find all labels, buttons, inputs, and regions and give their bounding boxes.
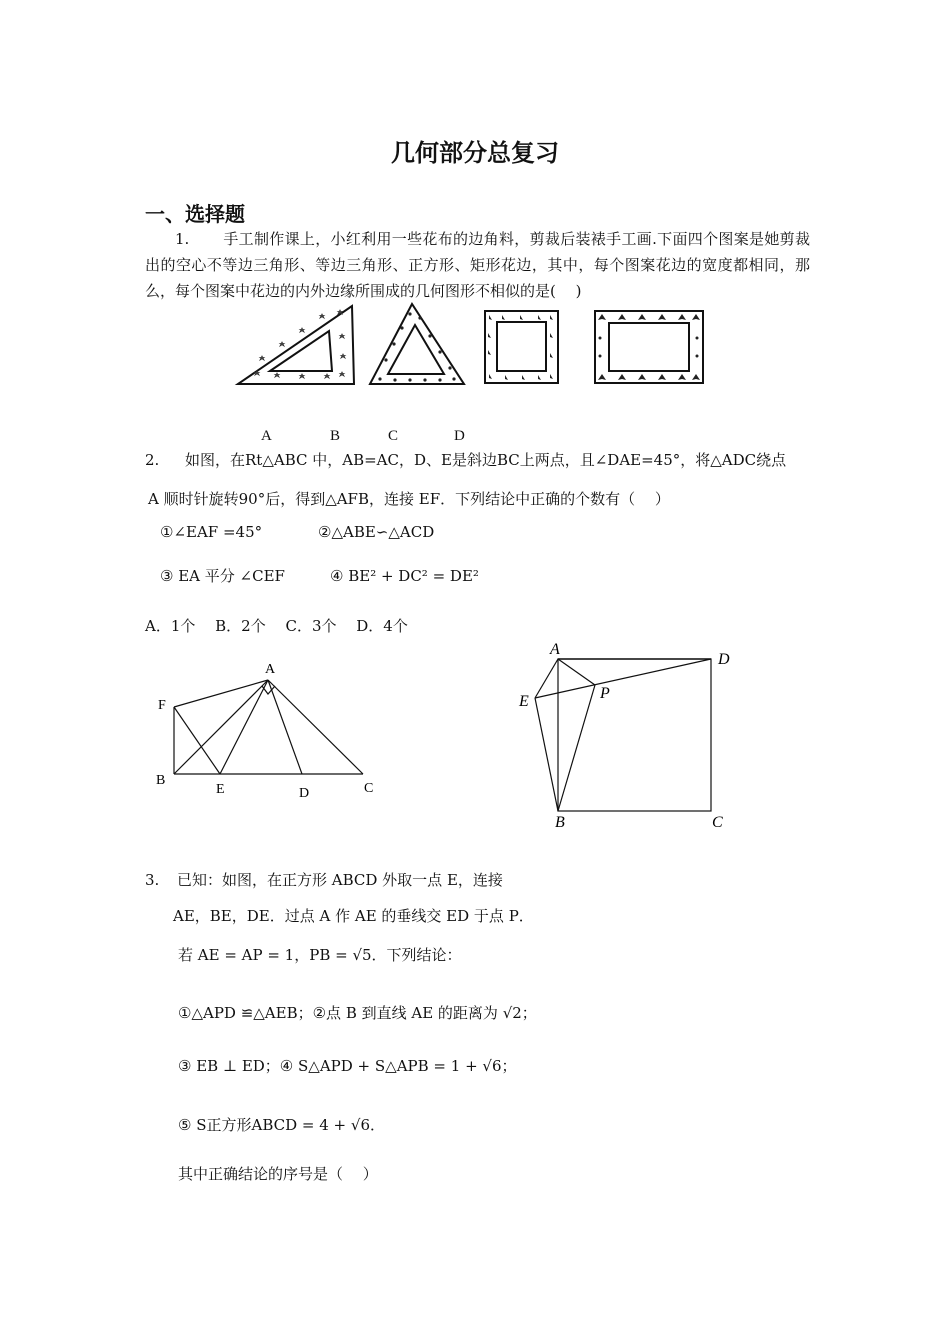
- option-a-label: A: [261, 428, 272, 444]
- question-1-text: 手工制作课上，小红利用一些花布的边角料，剪裁后装裱手工画.下面四个图案是她剪裁出的空心不等边三角形、等边三角形、正方形、矩形花边，其中，每个图案花边的宽度都相同，那么，每个图案中花边的内外边缘所围成的几何图形不相似的是( ): [145, 230, 810, 300]
- label-a: A: [265, 662, 276, 677]
- label-b: B: [555, 814, 565, 831]
- label-c: C: [364, 781, 374, 796]
- question-3-line-1: [145, 867, 503, 893]
- question-2-text-1: 如图，在Rt△ABC 中，AB=AC，D、E是斜边BC上两点，且∠DAE=45°，将△ADC绕点: [185, 451, 787, 469]
- figure-d-rectangle: [595, 311, 703, 383]
- section-heading: 一、选择题: [145, 202, 245, 226]
- label-e: E: [519, 693, 529, 710]
- figure-b-equilateral-triangle: [370, 304, 464, 384]
- question-2-line-2: A 顺时针旋转90°后，得到△AFB，连接 EF．下列结论中正确的个数有（ ）: [148, 490, 670, 508]
- label-c: C: [712, 814, 723, 831]
- question-1: [145, 226, 810, 304]
- question-3-conclusion-1: ①△APD ≌△AEB；②点 B 到直线 AE 的距离为 √2；: [178, 1004, 537, 1022]
- question-3-number: 3.: [145, 871, 160, 889]
- label-e: E: [216, 782, 225, 797]
- question-2-conclusion-3: ③ EA 平分 ∠CEF: [160, 567, 285, 585]
- label-d: D: [718, 651, 730, 668]
- question-2-conclusion-4: ④ BE² + DC² = DE²: [330, 567, 479, 585]
- label-b: B: [156, 773, 166, 788]
- label-f: F: [158, 698, 166, 713]
- question-3-line-2: AE，BE，DE．过点 A 作 AE 的垂线交 ED 于点 P．: [173, 907, 534, 925]
- question-2-conclusion-2: ②△ABE∽△ACD: [318, 523, 435, 541]
- label-p: P: [600, 685, 610, 702]
- label-a: A: [550, 641, 560, 658]
- option-d-label: D: [454, 428, 465, 444]
- question-1-figures: [230, 298, 720, 393]
- question-3-text-1: 已知：如图，在正方形 ABCD 外取一点 E，连接: [177, 871, 503, 889]
- figure-c-square: [485, 311, 558, 383]
- question-1-number: 1.: [175, 230, 190, 248]
- option-c-label: C: [388, 428, 399, 444]
- question-2-left-figure: [150, 655, 385, 805]
- option-b-label: B: [330, 428, 341, 444]
- question-2-right-figure: [510, 638, 740, 838]
- question-2-number: 2.: [145, 451, 160, 469]
- question-3-ask: 其中正确结论的序号是（ ）: [178, 1165, 378, 1183]
- question-2-answer-options: A．1个 B．2个 C．3个 D．4个: [145, 617, 408, 635]
- question-3-conclusion-2: ③ EB ⊥ ED；④ S△APD + S△APB = 1 + √6；: [178, 1057, 517, 1075]
- question-2-conclusion-1: ①∠EAF =45°: [160, 523, 263, 541]
- question-3-line-3: 若 AE = AP = 1，PB = √5．下列结论：: [178, 946, 462, 964]
- page-title: 几何部分总复习: [391, 139, 559, 167]
- question-2-line-1: [145, 447, 786, 473]
- question-3-conclusion-3: ⑤ S正方形ABCD = 4 + √6．: [178, 1116, 385, 1134]
- label-d: D: [299, 786, 310, 801]
- figure-a-scalene-triangle: [238, 306, 354, 384]
